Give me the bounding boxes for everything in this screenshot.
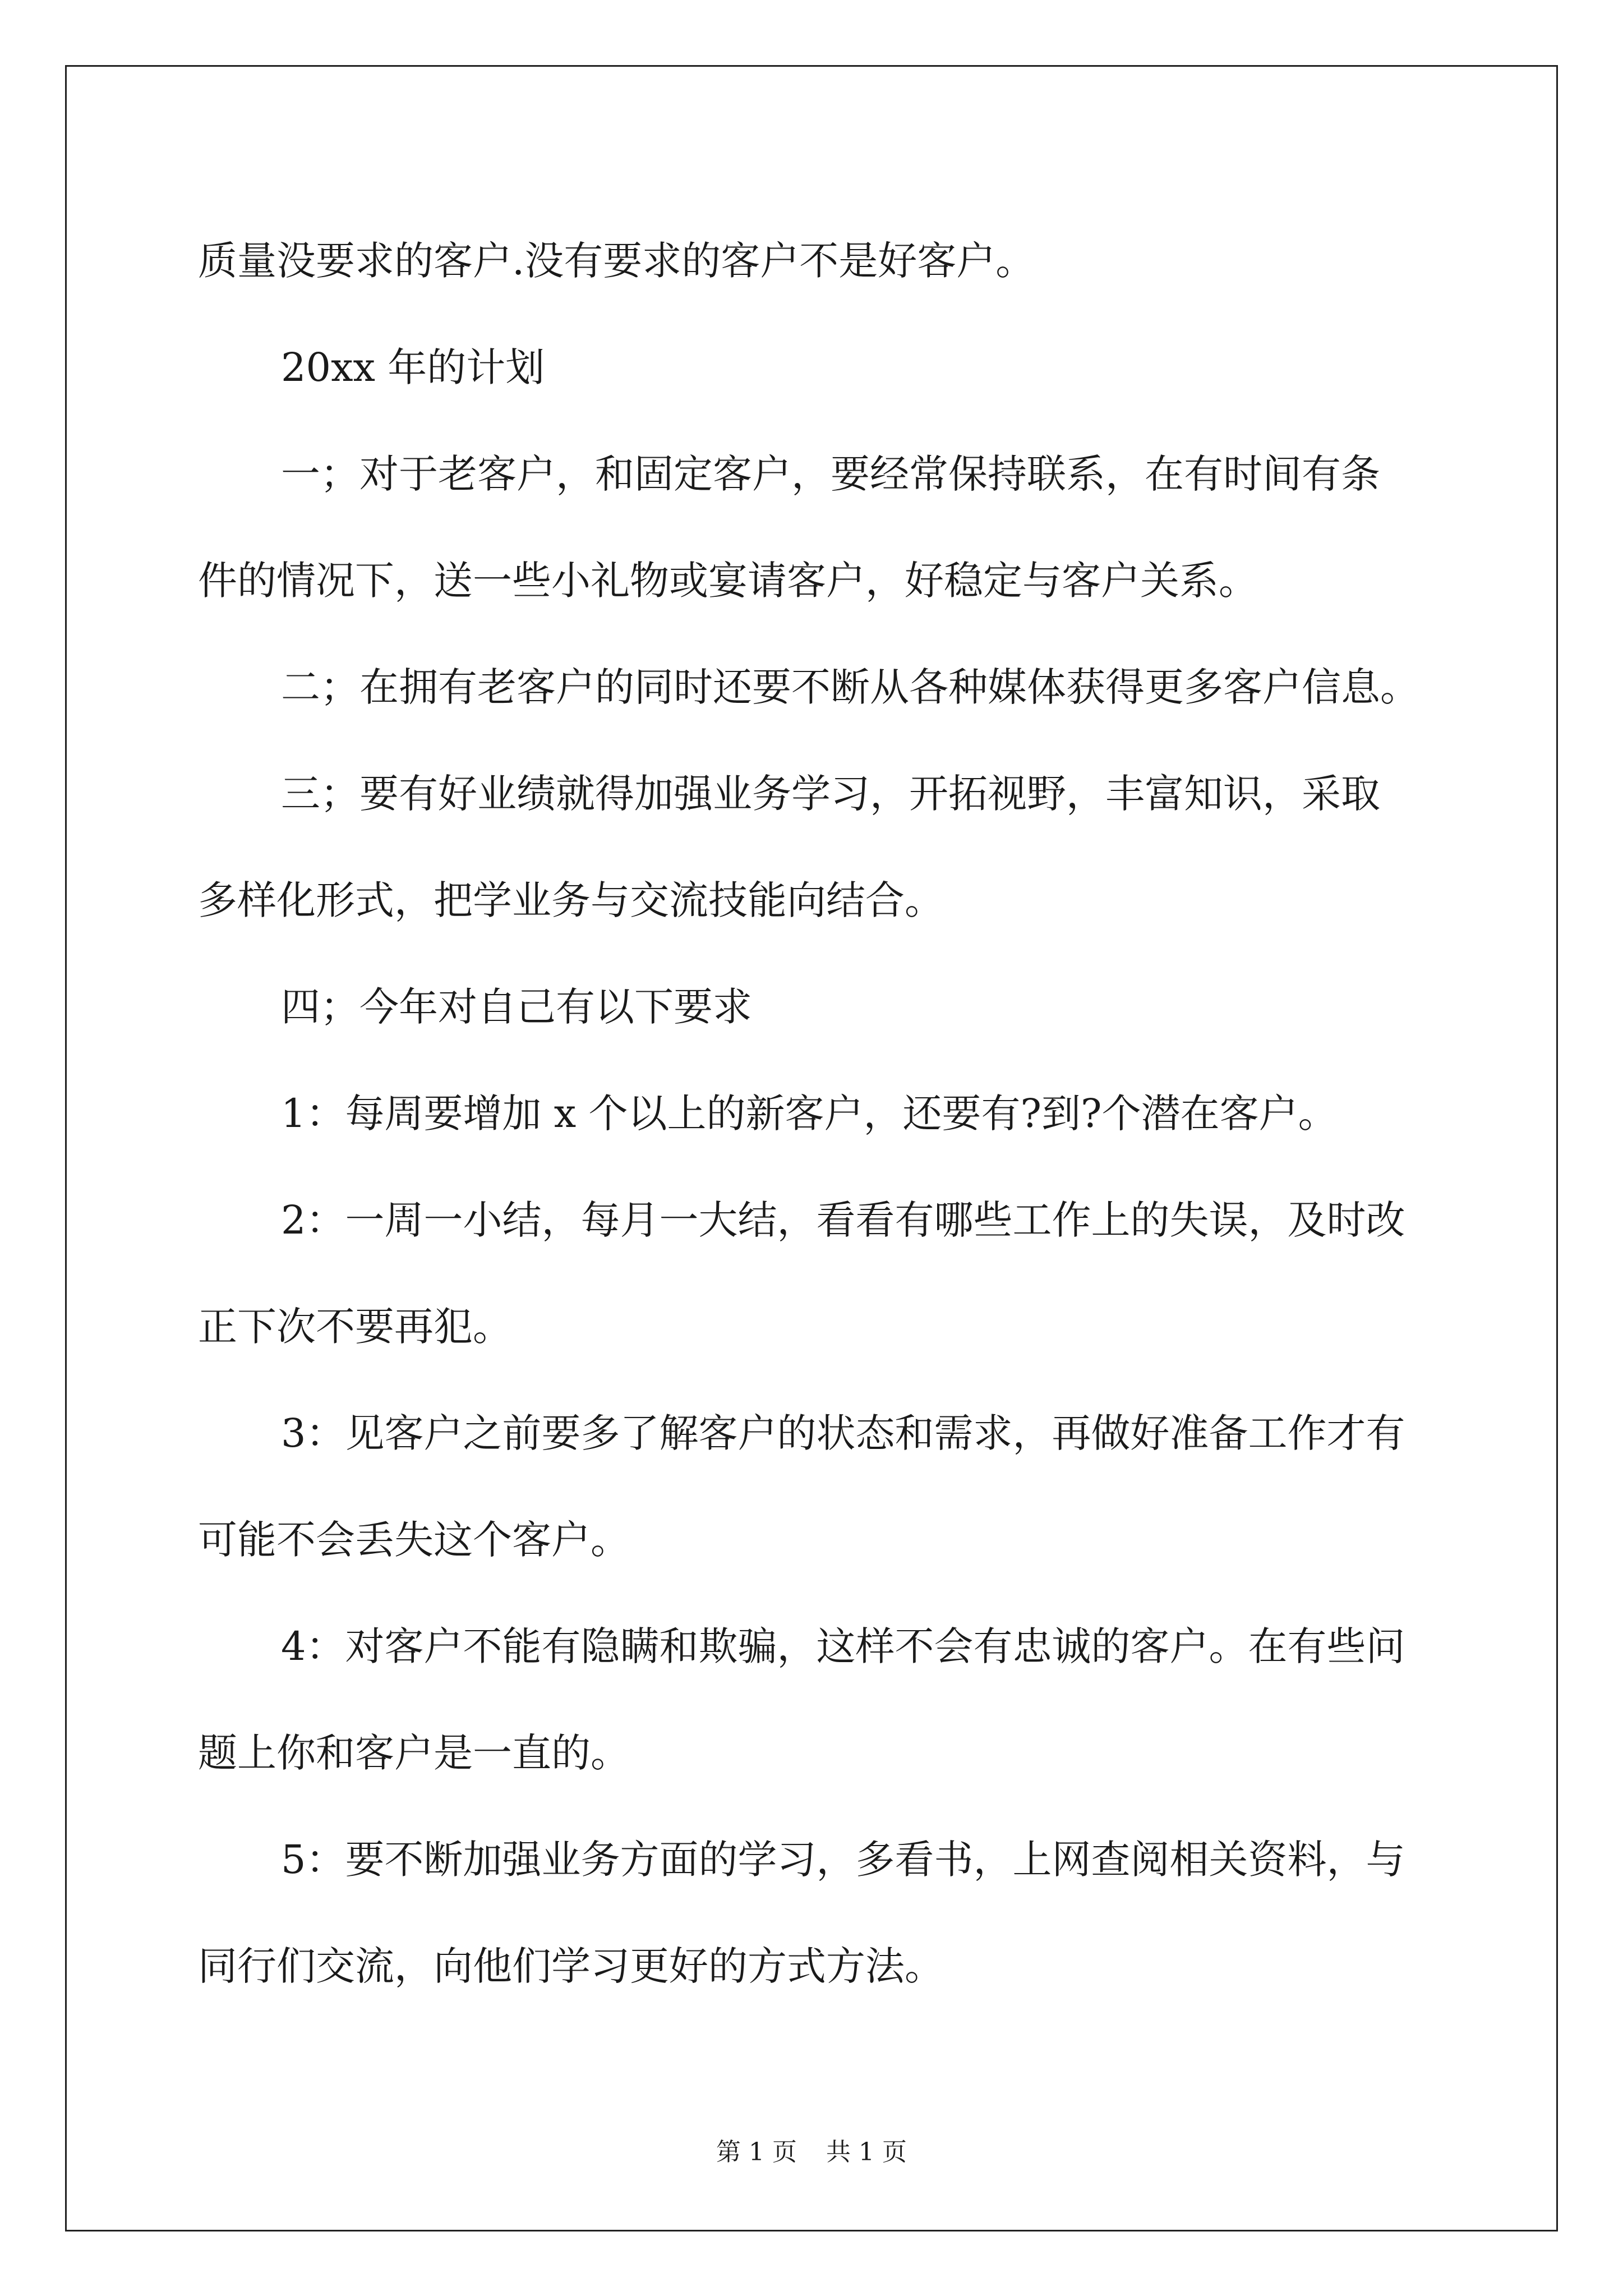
list-item-continuation: 题上你和客户是一直的。	[198, 1730, 630, 1776]
list-item-continuation: 同行们交流，向他们学习更好的方式方法。	[198, 1943, 944, 1989]
paragraph-line: 质量没要求的客户.没有要求的客户不是好客户。	[198, 238, 1035, 284]
list-item: 5：要不断加强业务方面的学习，多看书，上网查阅相关资料，与	[281, 1837, 1405, 1883]
page-total: 共 1 页	[826, 2138, 907, 2166]
list-item: 1：每周要增加 x 个以上的新客户，还要有?到?个潜在客户。	[281, 1091, 1338, 1137]
paragraph-line: 多样化形式，把学业务与交流技能向结合。	[198, 877, 944, 923]
list-item-continuation: 可能不会丢失这个客户。	[198, 1517, 630, 1563]
list-item: 2：一周一小结，每月一大结，看看有哪些工作上的失误，及时改	[281, 1197, 1405, 1243]
paragraph-line: 二；在拥有老客户的同时还要不断从各种媒体获得更多客户信息。	[281, 664, 1419, 710]
paragraph-line: 三；要有好业绩就得加强业务学习，开拓视野，丰富知识，采取	[281, 771, 1380, 817]
page-footer	[0, 2132, 1623, 2168]
paragraph-line: 件的情况下，送一些小礼物或宴请客户，好稳定与客户关系。	[198, 558, 1258, 604]
paragraph-line: 一；对于老客户，和固定客户，要经常保持联系，在有时间有条	[281, 451, 1380, 497]
paragraph-line: 四；今年对自己有以下要求	[281, 984, 752, 1030]
list-item-continuation: 正下次不要再犯。	[198, 1304, 512, 1350]
document-body	[198, 208, 1449, 2019]
section-heading: 20xx 年的计划	[281, 344, 545, 390]
list-item: 3：见客户之前要多了解客户的状态和需求，再做好准备工作才有	[281, 1410, 1405, 1456]
list-item: 4：对客户不能有隐瞒和欺骗，这样不会有忠诚的客户。在有些问	[281, 1623, 1405, 1669]
page-number: 第 1 页	[716, 2138, 797, 2166]
